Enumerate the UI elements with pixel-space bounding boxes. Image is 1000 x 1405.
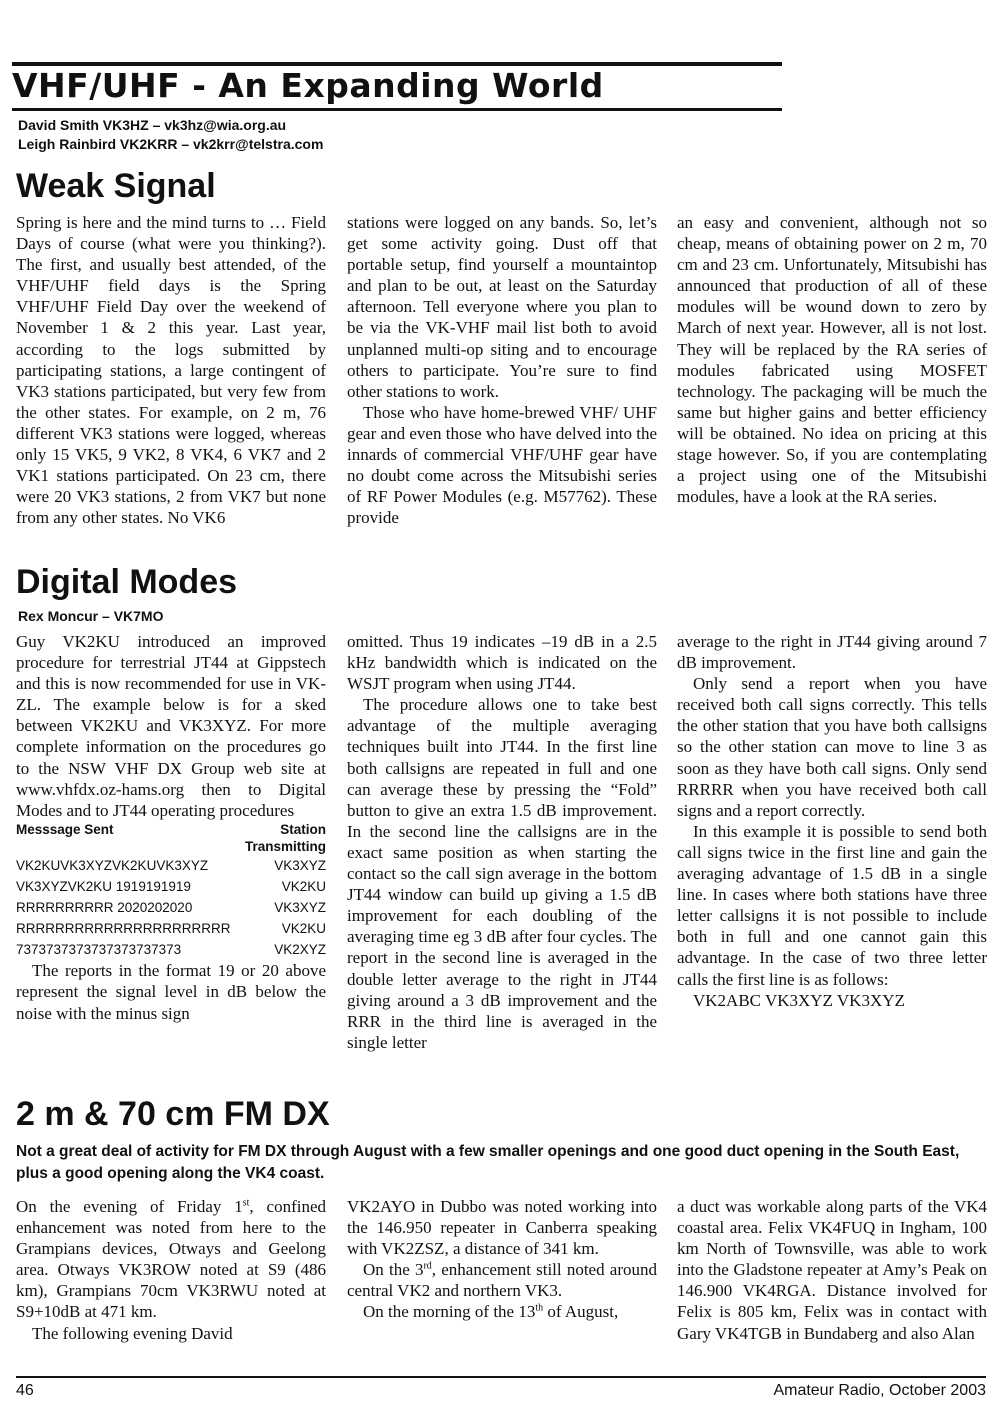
text-span: , confined enhancement was noted from here to the Grampians devices, Otways and Geelong area. Otways VK3ROW noted at S9 (486 km), Grampians 70cm VK3RWU noted at S9+10dB at 471 km. xyxy=(16,1197,326,1322)
digital-modes-column-3 xyxy=(677,631,987,1011)
paragraph: In this example it is possible to send both call signs twice in the first line and gain the averaging advantage of 1.5 dB in a single line. In cases where both stations have three letter callsigns it is not possible to include both in full and one cannot gain this advantage. In the case of two three letter calls the first line is as follows: xyxy=(677,821,987,989)
digital-modes-column-2 xyxy=(347,631,657,1053)
station-cell: VK2KU xyxy=(281,921,326,937)
station-cell: VK2KU xyxy=(281,878,326,894)
header-station-transmitting: Station Transmitting xyxy=(244,821,326,854)
paragraph xyxy=(347,1259,657,1301)
ordinal-suffix: st xyxy=(242,1197,250,1209)
paragraph: Spring is here and the mind turns to … Field Days of course (what were you thinking?). The first, and usually best attended, of the VHF/UHF field days is the Spring VHF/UHF Field Day over the weekend of November 1 & 2 this year. Last year, according to the logs submitted by participating stations, a large contingent of VK3 stations participated, but very few from the other states. For example, on 2 m, 76 different VK3 stations were logged, whereas only 15 VK5, 9 VK2, 8 VK4, 6 VK7 and 2 VK1 stations participated. On 23 cm, there were 20 VK3 stations, 2 from VK7 but none from any other states. No VK6 xyxy=(16,213,326,528)
message-cell: RRRRRRRRRR 2020202020 xyxy=(16,900,193,916)
station-cell: VK2XYZ xyxy=(274,942,326,958)
section-byline: Rex Moncur – VK7MO xyxy=(18,608,164,624)
ordinal-suffix: th xyxy=(535,1302,544,1314)
message-cell: VK2KUVK3XYZVK2KUVK3XYZ xyxy=(16,857,209,873)
table-row xyxy=(16,897,326,918)
fm-dx-column-2 xyxy=(347,1196,657,1323)
author-line: David Smith VK3HZ – vk3hz@wia.org.au xyxy=(18,117,287,133)
section-lead: Not a great deal of activity for FM DX through August with a few smaller openings and one good duct opening in the South East, plus a good opening along the VK4 coast. xyxy=(16,1143,960,1182)
text-span: of August, xyxy=(543,1302,619,1322)
paragraph: average to the right in JT44 giving around 7 dB improvement. xyxy=(677,632,987,673)
weak-signal-column-3 xyxy=(677,212,987,507)
text-span: , enhancement still noted around central VK2 and northern VK3. xyxy=(347,1260,657,1301)
table-row xyxy=(16,876,326,897)
paragraph: Guy VK2KU introduced an improved procedure for terrestrial JT44 at Gippstech and this is now recommended for use in VK-ZL. The example below is for a sked between VK2KU and VK3XYZ. For more complete information on the procedures go to the NSW VHF DX Group web site at www.vhfdx.oz-hams.org then to Digital Modes and to JT44 operating procedures xyxy=(16,632,326,820)
magazine-issue: Amateur Radio, October 2003 xyxy=(773,1382,986,1399)
text-span: On the morning of the 13 xyxy=(363,1302,536,1322)
paragraph: Those who have home-brewed VHF/ UHF gear and even those who have delved into the innards of commercial VHF/UHF gear have no doubt come across the Mitsubishi series of RF Power Modules (e.g. M57762). These provide xyxy=(347,402,657,528)
text-span: On the evening of Friday 1 xyxy=(16,1197,243,1216)
paragraph: Only send a report when you have received both call signs correctly. This tells the other station that you have both callsigns so the other station can move to line 3 as soon as they have both call signs. Only send RRRRR when you have received both call signs and a report correctly. xyxy=(677,674,987,820)
paragraph: The following evening David xyxy=(32,1323,233,1343)
digital-modes-column-1 xyxy=(16,631,326,1024)
paragraph xyxy=(347,1301,657,1322)
table-row xyxy=(16,939,326,960)
author-credits xyxy=(18,116,323,154)
weak-signal-column-2 xyxy=(347,212,657,528)
section-heading-weak-signal: Weak Signal xyxy=(16,167,216,205)
message-cell: VK3XYZVK2KU 1919191919 xyxy=(16,878,191,894)
station-cell: VK3XYZ xyxy=(274,857,326,873)
callsign-example: VK2ABC VK3XYZ VK3XYZ xyxy=(693,990,905,1010)
column-title: VHF/UHF - An Expanding World xyxy=(12,66,604,105)
author-line: Leigh Rainbird VK2KRR – vk2krr@telstra.com xyxy=(18,136,324,152)
weak-signal-column-1 xyxy=(16,212,326,528)
table-row xyxy=(16,918,326,939)
paragraph: The reports in the format 19 or 20 above represent the signal level in dB below the noise with the minus sign xyxy=(16,961,326,1023)
header-message-sent: Messsage Sent xyxy=(16,821,114,837)
paragraph xyxy=(16,1196,326,1323)
fm-dx-column-1 xyxy=(16,1196,326,1344)
page-number: 46 xyxy=(16,1382,34,1399)
message-cell: 7373737373737373737373 xyxy=(16,942,182,958)
paragraph: omitted. Thus 19 indicates –19 dB in a 2.5 kHz bandwidth which is indicated on the WSJT program when using JT44. xyxy=(347,632,657,694)
text-span: On the 3 xyxy=(363,1260,424,1280)
ordinal-suffix: rd xyxy=(423,1260,432,1272)
paragraph: VK2AYO in Dubbo was noted working into the 146.950 repeater in Canberra speaking with VK2ZSZ, a distance of 341 km. xyxy=(347,1197,657,1259)
fm-dx-column-3 xyxy=(677,1196,987,1344)
column-masthead xyxy=(12,62,782,111)
message-cell: RRRRRRRRRRRRRRRRRRRRRR xyxy=(16,921,231,937)
table-row xyxy=(16,855,326,876)
sked-table-header xyxy=(16,821,326,855)
paragraph: an easy and convenient, although not so cheap, means of obtaining power on 2 m, 70 cm and 23 cm. Unfortunately, Mitsubishi has announced that production of all of these modules will be wound down to zero by March of next year. However, all is not lost. They will be replaced by the RA series of modules fabricated using MOSFET technology. The packaging will be much the same but higher gains and better efficiency will be obtained. No idea on pricing at this stage however. So, if you are contemplating a project using one of the Mitsubishi modules, have a look at the RA series. xyxy=(677,213,987,507)
paragraph: a duct was workable along parts of the VK4 coastal area. Felix VK4FUQ in Ingham, 100 km North of Townsville, was able to work into the Gladstone repeater at Amy’s Peak on 146.900 VK4RGA. Distance involved for Felix is 805 km, Felix was in contact with Gary VK4TGB in Bundaberg and also Alan xyxy=(677,1197,987,1343)
section-heading-digital-modes: Digital Modes xyxy=(16,563,238,601)
sked-table xyxy=(16,821,326,960)
paragraph: stations were logged on any bands. So, let’s get some activity going. Dust off that portable setup, find yourself a mountaintop and plan to be out, at least on the Saturday afternoon. Tell everyone where you plan to be via the VK-VHF mail list both to avoid unplanned multi-op siting and to encourage others to participate. You’re sure to find other stations to work. xyxy=(347,213,657,401)
paragraph: The procedure allows one to take best advantage of the multiple averaging techniques built into JT44. In the first line both callsigns are repeated in full and one can average these by pressing the “Fold” button to give an extra 1.5 dB improvement. In the second line the callsigns are in the exact same position as when starting the contact so the call sign average in the bottom JT44 window can build up giving a 1.5 dB improvement for each doubling of the averaging time eg 3 dB after four cycles. The report in the second line is averaged in the double letter average to the right in JT44 giving around a 3 dB improvement and the RRR in the third line is averaged in the single letter xyxy=(347,695,657,1052)
page-footer xyxy=(16,1376,986,1399)
section-heading-fm-dx: 2 m & 70 cm FM DX xyxy=(16,1095,330,1133)
station-cell: VK3XYZ xyxy=(274,900,326,916)
